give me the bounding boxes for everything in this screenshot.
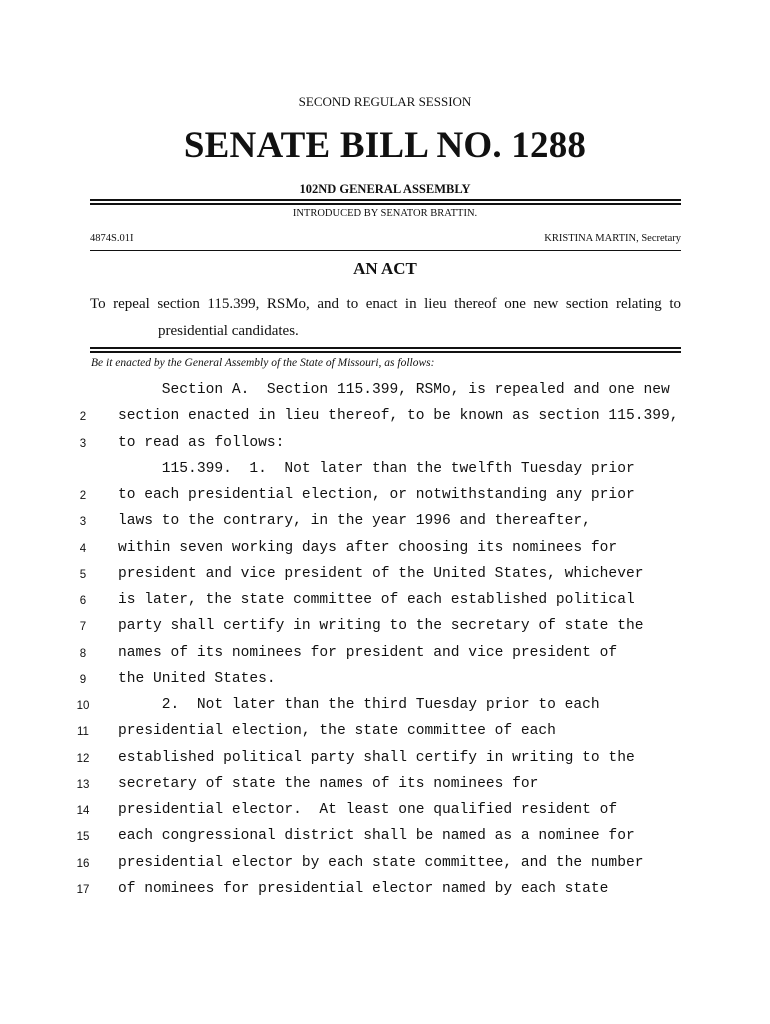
bill-text-line (0, 852, 770, 878)
secretary-name: KRISTINA MARTIN, Secretary (544, 233, 681, 244)
assembly-label: 102ND GENERAL ASSEMBLY (299, 182, 471, 196)
line-text: laws to the contrary, in the year 1996 and thereafter, (118, 513, 591, 530)
bill-text-line (0, 694, 770, 720)
line-number: 9 (79, 673, 87, 686)
bill-text-line (0, 720, 770, 746)
enacting-clause: Be it enacted by the General Assembly of the State of Missouri, as follows: (91, 357, 435, 369)
bill-text-line (0, 825, 770, 851)
line-text: within seven working days after choosing its nominees for (118, 539, 618, 556)
bill-text-line (0, 510, 770, 536)
line-text: Section A. Section 115.399, RSMo, is repealed and one new (118, 382, 670, 398)
act-summary-line-1: To repeal section 115.399, RSMo, and to enact in lieu thereof one new section relating to (90, 296, 681, 312)
bill-text-line (0, 615, 770, 641)
bill-text-line (0, 642, 770, 668)
bill-text-line (0, 799, 770, 825)
line-text: section enacted in lieu thereof, to be known as section 115.399, (118, 408, 679, 425)
line-number: 11 (77, 726, 89, 739)
line-text: to read as follows: (118, 434, 285, 451)
line-number: 6 (79, 595, 87, 607)
bill-number: 4874S.01I (90, 233, 134, 244)
bill-text-line (0, 747, 770, 773)
line-number: 12 (76, 752, 90, 765)
line-number: 8 (79, 647, 87, 660)
line-text: established political party shall certify in writing to the (118, 749, 635, 766)
bill-text-line (0, 668, 770, 694)
line-text: of nominees for presidential elector named by each state (118, 880, 609, 897)
session-label: SECOND REGULAR SESSION (298, 94, 472, 109)
act-heading: AN ACT (353, 259, 417, 278)
summary-double-rule (90, 347, 681, 353)
act-summary-line-2: presidential candidates. (158, 323, 299, 339)
line-number: 2 (79, 490, 87, 502)
line-text: the United States. (118, 670, 276, 687)
line-text: party shall certify in writing to the secretary of state the (118, 618, 644, 635)
bill-text-line (0, 878, 770, 904)
bill-text-line (0, 405, 770, 431)
header-double-rule (90, 199, 681, 205)
bill-text-line (0, 484, 770, 510)
bill-text-line (0, 432, 770, 458)
bill-text-line (0, 773, 770, 799)
line-text: is later, the state committee of each established political (118, 592, 635, 608)
header-thin-rule (90, 250, 681, 251)
line-number: 15 (76, 831, 90, 844)
bill-text-line (0, 563, 770, 589)
bill-title: SENATE BILL NO. 1288 (183, 125, 587, 166)
line-number: 3 (79, 516, 87, 529)
line-number: 4 (79, 542, 87, 555)
line-number: 5 (79, 568, 87, 581)
line-number: 2 (79, 411, 87, 424)
bill-text-line (0, 458, 770, 484)
line-text: 2. Not later than the third Tuesday prior to each (118, 697, 600, 713)
line-number: 13 (76, 778, 90, 791)
line-number: 7 (79, 621, 87, 634)
bill-text-line (0, 379, 770, 405)
line-text: names of its nominees for president and vice president of (118, 644, 618, 661)
line-number: 14 (76, 805, 90, 817)
line-text: president and vice president of the United States, whichever (118, 565, 644, 582)
line-text: to each presidential election, or notwithstanding any prior (118, 487, 635, 503)
line-number: 16 (76, 857, 90, 870)
bill-text-line (0, 537, 770, 563)
line-number: 17 (76, 883, 90, 896)
line-text: each congressional district shall be named as a nominee for (118, 828, 635, 845)
line-text: secretary of state the names of its nominees for (118, 775, 539, 792)
line-text: 115.399. 1. Not later than the twelfth Tuesday prior (118, 460, 635, 477)
line-number: 10 (76, 700, 90, 712)
line-text: presidential election, the state committee of each (118, 723, 556, 740)
introduced-by: INTRODUCED BY SENATOR BRATTIN. (292, 208, 478, 219)
line-text: presidential elector. At least one qualified resident of (118, 802, 618, 818)
bill-text-line (0, 589, 770, 615)
line-text: presidential elector by each state committee, and the number (118, 854, 644, 871)
line-number: 3 (79, 437, 87, 450)
